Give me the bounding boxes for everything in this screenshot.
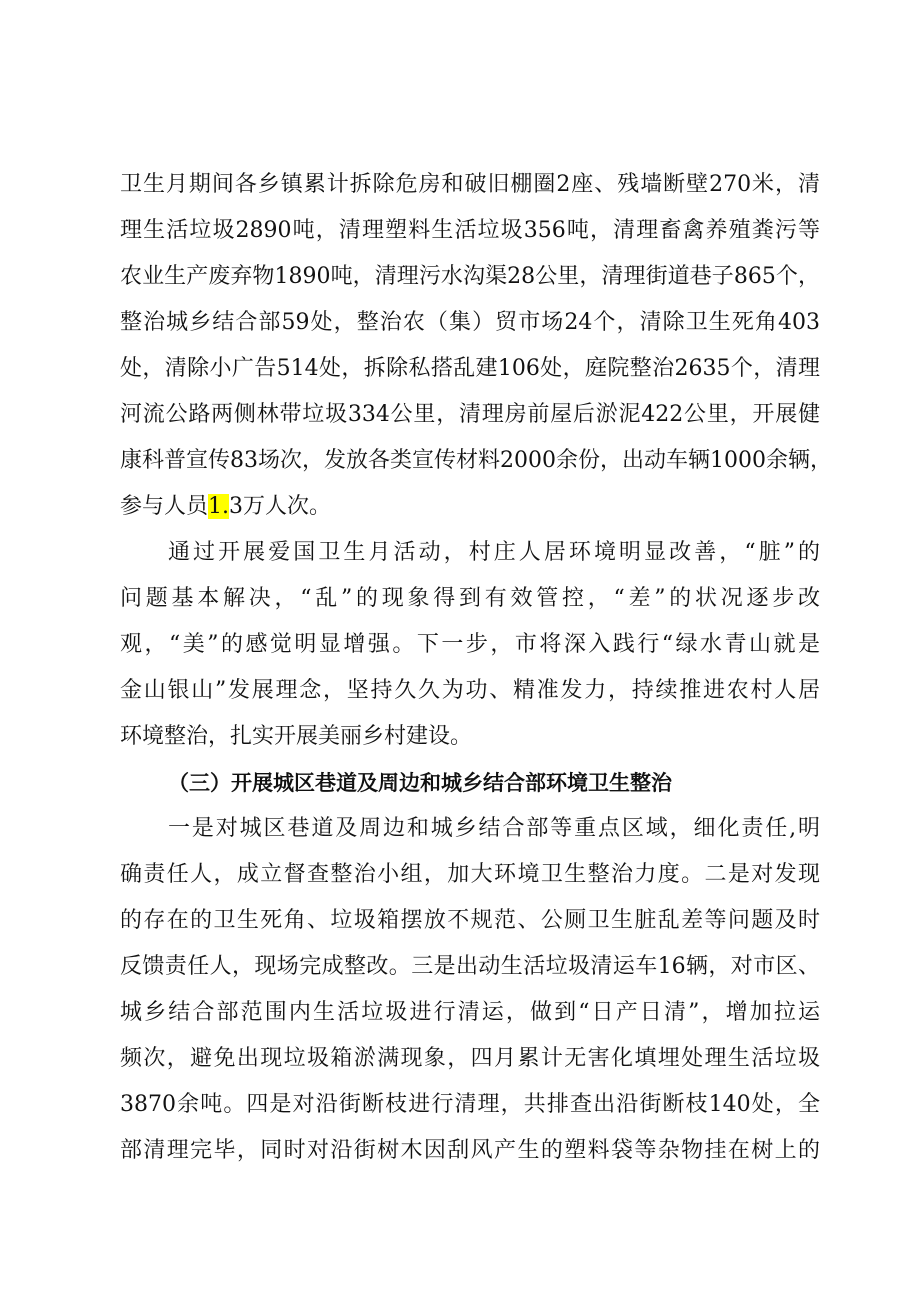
paragraph-1-line-1: 卫生月期间各乡镇累计拆除危房和破旧棚圈2座、残墙断壁270米，清 [120, 172, 820, 197]
section-heading: （三）开展城区巷道及周边和城乡结合部环境卫生整治 [168, 771, 672, 795]
paragraph-1-line-7: 康科普宣传83场次，发放各类宣传材料2000余份，出动车辆1000余辆， [120, 448, 832, 473]
paragraph-2-line-2: 问题基本解决，“乱”的现象得到有效管控，“差”的状况逐步改 [120, 586, 820, 611]
highlighted-text: 1. [208, 494, 230, 519]
paragraph-3-line-7: 3870余吨。四是对沿街断枝进行清理，共排查出沿街断枝140处，全 [120, 1092, 820, 1117]
paragraph-2-line-4: 金山银山”发展理念，坚持久久为功、精准发力，持续推进农村人居 [120, 678, 820, 703]
paragraph-2-line-5: 环境整治，扎实开展美丽乡村建设。 [120, 724, 473, 749]
paragraph-1-line-6: 河流公路两侧林带垃圾334公里，清理房前屋后淤泥422公里，开展健 [120, 402, 820, 427]
paragraph-3-line-1: 一是对城区巷道及周边和城乡结合部等重点区域，细化责任,明 [168, 816, 820, 841]
paragraph-3-line-3: 的存在的卫生死角、垃圾箱摆放不规范、公厕卫生脏乱差等问题及时 [120, 908, 820, 933]
paragraph-1-line-4: 整治城乡结合部59处，整治农（集）贸市场24个，清除卫生死角403 [120, 310, 820, 335]
paragraph-1-line-3: 农业生产废弃物1890吨，清理污水沟渠28公里，清理街道巷子865个， [120, 264, 820, 289]
paragraph-1-line-2: 理生活垃圾2890吨，清理塑料生活垃圾356吨，清理畜禽养殖粪污等 [120, 218, 820, 243]
paragraph-3-line-2: 确责任人，成立督查整治小组，加大环境卫生整治力度。二是对发现 [120, 862, 820, 887]
paragraph-3-line-5: 城乡结合部范围内生活垃圾进行清运，做到“日产日清”，增加拉运 [120, 1000, 820, 1025]
paragraph-3-line-6: 频次，避免出现垃圾箱淤满现象，四月累计无害化填埋处理生活垃圾 [120, 1046, 820, 1071]
last-line-after: 3万人次。 [229, 494, 332, 519]
paragraph-3-line-8: 部清理完毕，同时对沿街树木因刮风产生的塑料袋等杂物挂在树上的 [120, 1138, 820, 1163]
paragraph-1-line-8 [120, 484, 820, 530]
last-line-before: 参与人员 [120, 494, 209, 519]
paragraph-3-line-4: 反馈责任人，现场完成整改。三是出动生活垃圾清运车16辆，对市区、 [120, 954, 820, 979]
paragraph-2-line-3: 观，“美”的感觉明显增强。下一步，市将深入践行“绿水青山就是 [120, 632, 820, 657]
paragraph-1-line-5: 处，清除小广告514处，拆除私搭乱建106处，庭院整治2635个，清理 [120, 356, 820, 381]
paragraph-2-line-1: 通过开展爱国卫生月活动，村庄人居环境明显改善，“脏”的 [168, 540, 820, 565]
